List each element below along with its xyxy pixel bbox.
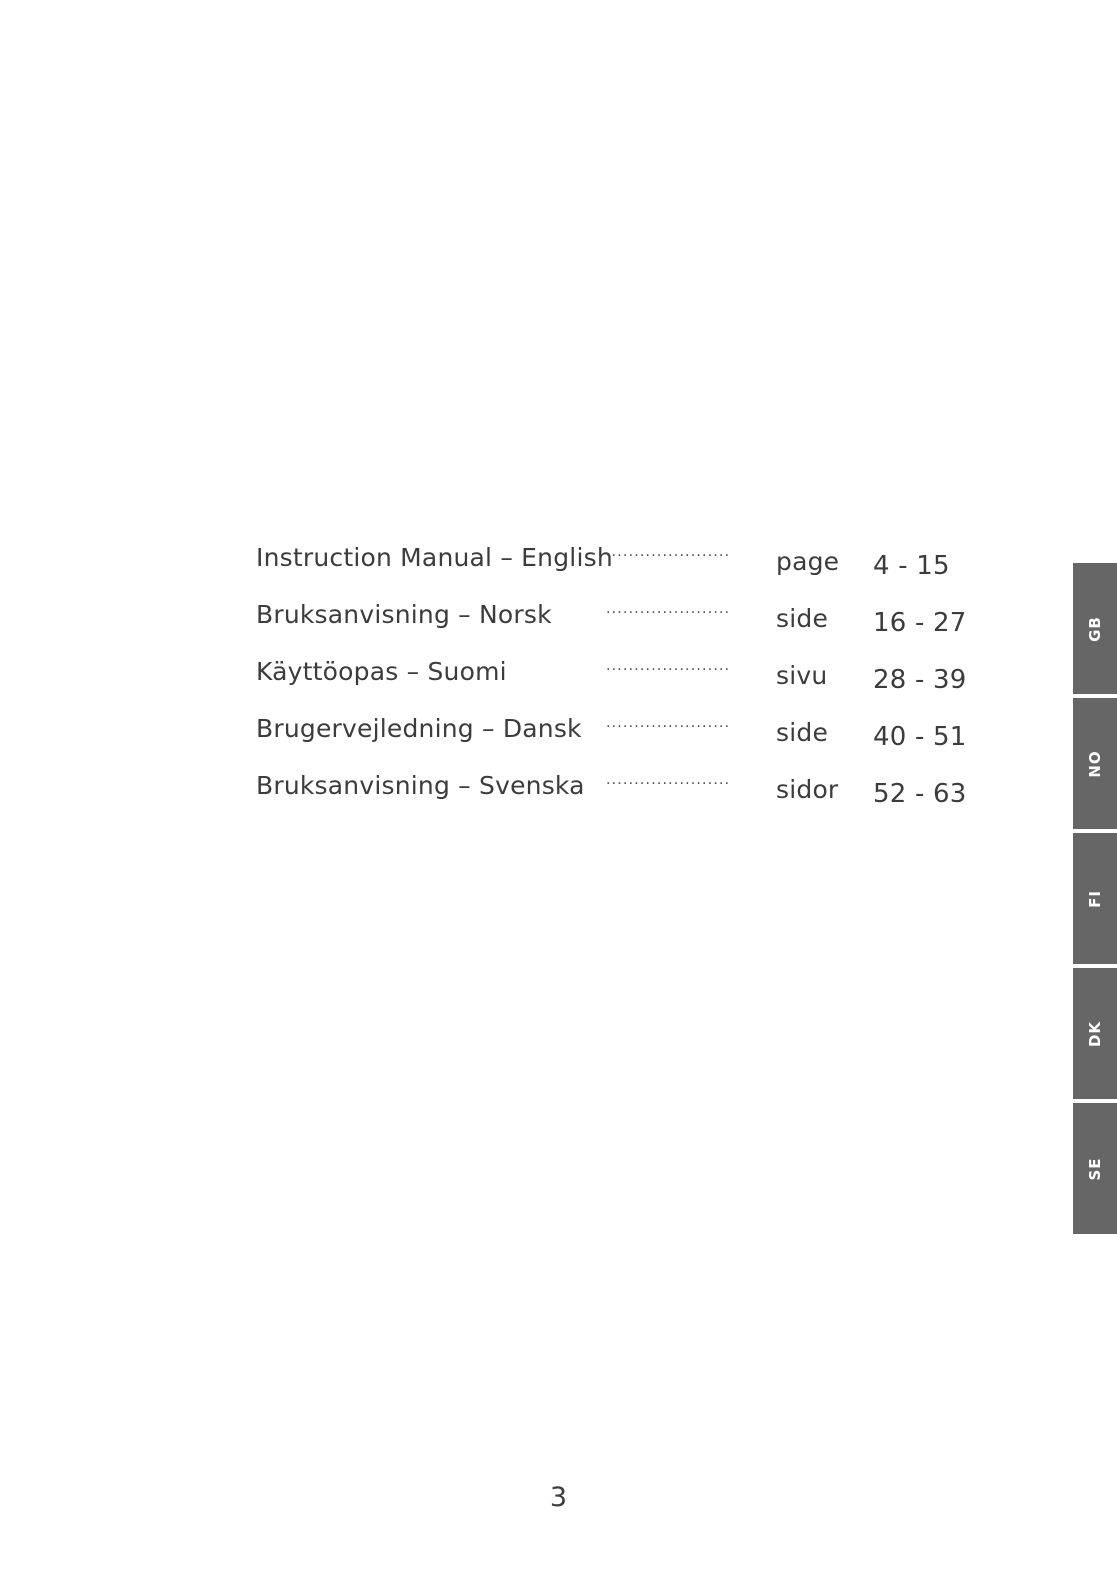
- toc-leader-dots: ······················: [606, 719, 731, 735]
- toc-entry-title: Käyttöopas – Suomi: [256, 657, 507, 686]
- tab-fi[interactable]: [1073, 833, 1117, 964]
- toc-page-word: sidor: [776, 775, 839, 804]
- tab-label: SE: [1086, 1156, 1104, 1181]
- tab-label: NO: [1086, 749, 1104, 778]
- toc-entry-svenska[interactable]: [256, 766, 976, 823]
- toc-entry-english[interactable]: [256, 538, 976, 595]
- toc-entry-suomi[interactable]: [256, 652, 976, 709]
- toc-page-range: 4 - 15: [873, 551, 950, 581]
- toc-page-range: 40 - 51: [873, 722, 967, 752]
- toc-entry-title: Instruction Manual – English: [256, 543, 613, 572]
- toc-page-range: 52 - 63: [873, 779, 967, 809]
- tab-no[interactable]: [1073, 698, 1117, 829]
- toc-leader-dots: ······················: [606, 776, 731, 792]
- tab-gb[interactable]: [1073, 563, 1117, 694]
- page-number: 3: [549, 1482, 568, 1513]
- toc-page-word: page: [776, 547, 840, 576]
- toc-entry-dansk[interactable]: [256, 709, 976, 766]
- toc-page-word: side: [776, 718, 829, 747]
- tab-label: DK: [1086, 1020, 1104, 1047]
- toc-page-word: sivu: [776, 661, 828, 690]
- tab-label: FI: [1086, 889, 1104, 908]
- toc-leader-dots: ······················: [606, 605, 731, 621]
- toc-entry-title: Bruksanvisning – Norsk: [256, 600, 552, 629]
- toc-leader-dots: ······················: [606, 662, 731, 678]
- toc-entry-title: Brugervejledning – Dansk: [256, 714, 582, 743]
- toc-entry-norsk[interactable]: [256, 595, 976, 652]
- tab-dk[interactable]: [1073, 968, 1117, 1099]
- toc-entry-title: Bruksanvisning – Svenska: [256, 771, 585, 800]
- toc-page-range: 16 - 27: [873, 608, 967, 638]
- toc-leader-dots: ······················: [606, 548, 731, 564]
- table-of-contents: [256, 538, 976, 823]
- toc-page-word: side: [776, 604, 829, 633]
- tab-se[interactable]: [1073, 1103, 1117, 1234]
- toc-page-range: 28 - 39: [873, 665, 967, 695]
- tab-label: GB: [1086, 615, 1104, 642]
